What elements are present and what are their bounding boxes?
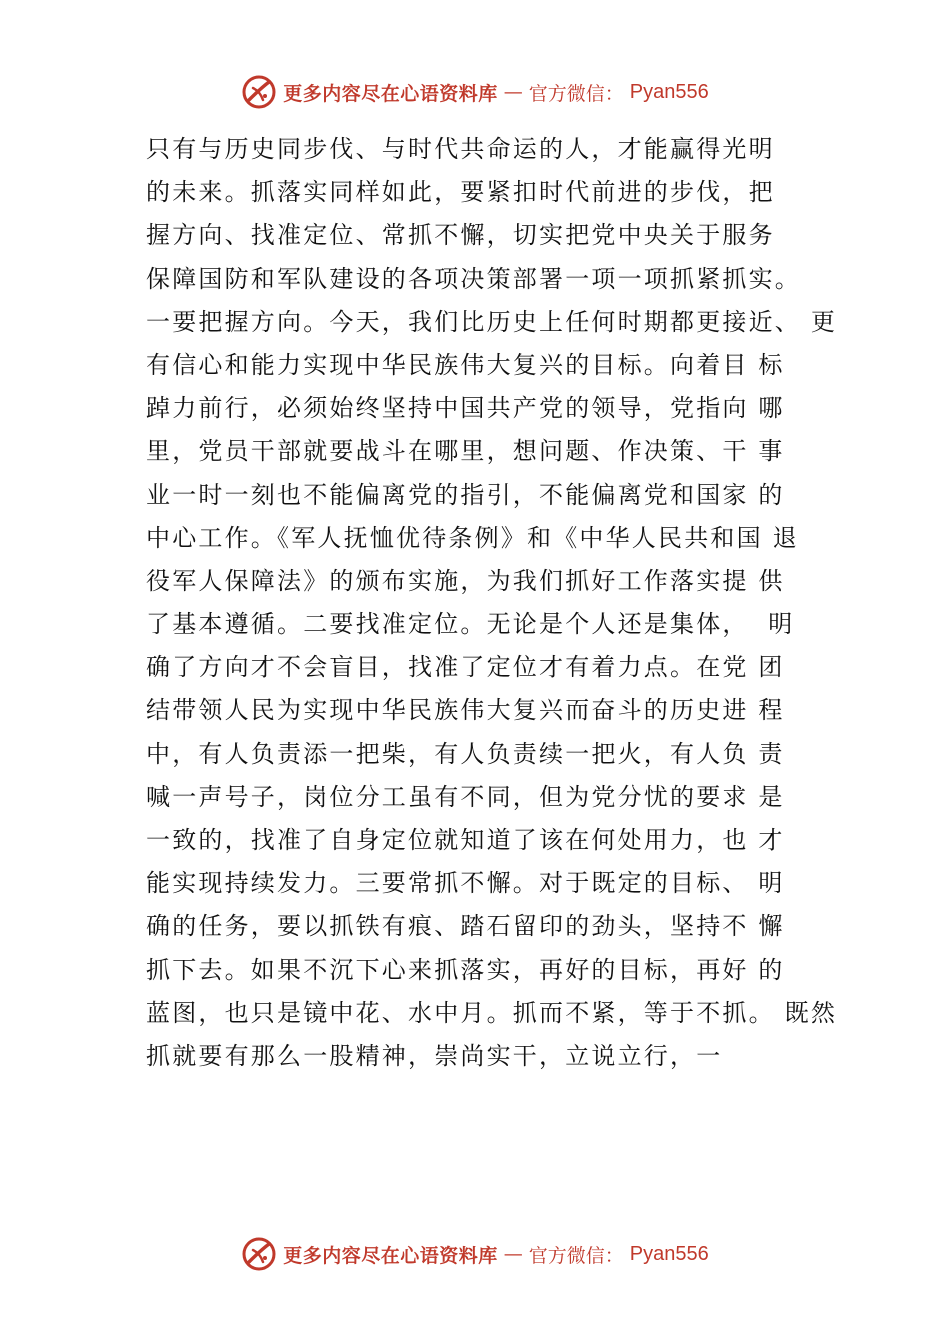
header-banner (0, 70, 950, 114)
body-line: 确的任务，要以抓铁有痕、踏石留印的劲头，坚持不 懈 (146, 912, 785, 941)
body-line: 一致的，找准了自身定位就知道了该在何处用力，也 才 (146, 826, 785, 854)
body-line: 抓就要有那么一股精神，崇尚实干，立说立行，一 (146, 1041, 723, 1070)
footer-banner-wechat-id: Pyan556 (629, 1242, 709, 1265)
header-banner-content (241, 74, 709, 110)
body-line: 保障国防和军队建设的各项决策部署一项一项抓紧抓实。 (146, 264, 801, 293)
body-line: 中，有人负责添一把柴，有人负责续一把火，有人负 责 (146, 739, 785, 768)
body-line: 结带领人民为实现中华民族伟大复兴而奋斗的历史进 程 (146, 696, 785, 725)
body-line: 了基本遵循。二要找准定位。无论是个人还是集体， 明 (146, 610, 795, 639)
body-line: 业一时一刻也不能偏离党的指引，不能偏离党和国家 的 (146, 480, 785, 509)
header-banner-wechat-label: 官方微信： (528, 82, 624, 105)
footer-banner-wechat-label: 官方微信： (528, 1244, 624, 1267)
body-line: 役军人保障法》的颁布实施，为我们抓好工作落实提 供 (146, 566, 785, 595)
body-line: 有信心和能力实现中华民族伟大复兴的目标。向着目 标 (146, 350, 785, 379)
body-line: 只有与历史同步伐、与时代共命运的人，才能赢得光明 (146, 135, 775, 163)
body-line: 抓下去。如果不沉下心来抓落实，再好的目标，再好 的 (146, 955, 785, 984)
footer-banner (0, 1232, 950, 1276)
footer-banner-separator: — (503, 1243, 523, 1265)
footer-banner-content (241, 1236, 709, 1272)
body-line: 里，党员干部就要战斗在哪里，想问题、作决策、干 事 (146, 437, 785, 466)
body-line: 握方向、找准定位、常抓不懈，切实把党中央关于服务 (146, 221, 775, 250)
footer-banner-title: 更多内容尽在心语资料库 (283, 1244, 498, 1267)
body-line: 能实现持续发力。三要常抓不懈。对于既定的目标、 明 (146, 869, 785, 898)
document-body (146, 128, 846, 1078)
body-line: 蓝图，也只是镜中花、水中月。抓而不紧，等于不抓。 既然 (146, 998, 838, 1027)
header-banner-title: 更多内容尽在心语资料库 (283, 82, 498, 105)
brush-logo-icon (241, 1236, 277, 1272)
header-banner-wechat-id: Pyan556 (629, 80, 709, 103)
body-line: 喊一声号子，岗位分工虽有不同，但为党分忧的要求 是 (146, 782, 785, 811)
brush-logo-icon (241, 74, 277, 110)
body-line: 中心工作。《军人抚恤优待条例》和《中华人民共和国 退 (146, 523, 799, 552)
body-line: 确了方向才不会盲目，找准了定位才有着力点。在党 团 (146, 653, 785, 682)
body-line: 一要把握方向。今天，我们比历史上任何时期都更接近、 更 (146, 307, 838, 336)
header-banner-separator: — (503, 81, 523, 103)
body-line: 踔力前行，必须始终坚持中国共产党的领导，党指向 哪 (146, 394, 785, 423)
body-line: 的未来。抓落实同样如此，要紧扣时代前进的步伐，把 (146, 178, 775, 207)
